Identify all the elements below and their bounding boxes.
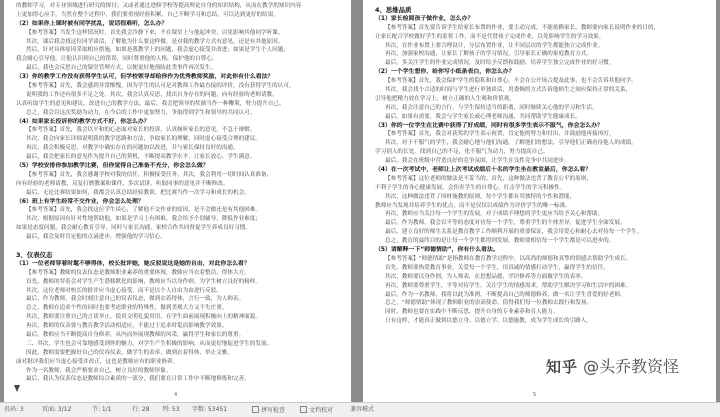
text-line: 最后，我会及时肯定他的点滴进步，增强他的学习信心。 [26, 234, 166, 241]
question-heading: （1）家长检阅孩子做作业，怎么办？ [375, 15, 474, 22]
text-line: 三、其次，学生也会可靠地感受到你的魅力，对学生产生积极的影响，从而更好地促进学生的发展。 [26, 340, 273, 347]
text-line: 让家长配合学校做好学生的监督工作，而不是代替孩子完成作业，以免影响学生的学习效果。 [375, 33, 605, 40]
text-line: 不利于学生的身心健康发展，会伤害学生的自尊心，打击学生的学习积极性。 [375, 184, 566, 191]
watermark [546, 354, 679, 377]
text-line: 总之，教师在追求个性的同时也要考虑职业的特殊性，做到美观大方又不失庄重。 [26, 305, 228, 312]
spell-check-toggle[interactable] [252, 406, 285, 415]
cursor-marker-icon [14, 385, 20, 392]
status-pages[interactable]: 页面: 3/12 [42, 406, 72, 413]
text-line: 【参考答案】首先，我会对获奖的学生表示祝贺，肯定他的努力和付出，并鼓励他再接再厉。 [385, 131, 615, 138]
zhihu-logo: 知乎 [546, 358, 579, 376]
status-word-count[interactable]: 字数: 53451 [192, 406, 228, 413]
text-line: 首先，教师的穿着会对学生产生潜移默化的影响，教师应当以身作则，为学生树立良好的榜样。 [26, 278, 261, 285]
text-line: 同时，教师也要在实践中不断反思，提升自身的专业素养和育人能力。 [385, 309, 559, 316]
text-line: 认真听取学生的意见和建议，改进自己的教学方法。最后，我会把领导的奖励当作一种鞭策，努力提升自己。 [16, 100, 285, 107]
text-line: 最后，我会在班级中营造良好的竞争氛围，让学生在良性竞争中共同进步。 [385, 158, 570, 165]
page-number: 4 [174, 392, 178, 398]
text-line: 最后，我也会反思自己的课堂管理方式，以便更好地预防此类事件再次发生。 [26, 65, 217, 72]
text-line: 总之，教育的最终目的是让每一个学生都得到发展，教师要相信每一个学生都是可以进步的。 [385, 238, 615, 245]
text-line: 再次，教师的仪表要与教育教学活动相适应，不能过于追求时髦而影响教学效果。 [26, 323, 228, 330]
proofread-label: 文档校对 [309, 407, 334, 414]
text-line: 学习别人的长处，找到自己的不足，化不服气为动力，努力提高自己。 [375, 149, 549, 156]
text-line: 再次，教师要尊重学生，平等对待学生，关注学生的情感需求，帮助学生解决学习和生活中的困难。 [385, 282, 632, 289]
question-heading: （2）一个学生想你，给你写小纸条表白，你怎么办？ [375, 69, 515, 76]
text-line: 再次，我会积极反思，对教学中确实存在的问题加以改进，并与家长保持良好的沟通。 [26, 145, 239, 152]
text-line [16, 393, 341, 402]
text-line [375, 326, 706, 335]
text-line: 最后，如果有需要，我会与学生家长或心理老师沟通，共同帮助学生健康成长。 [385, 113, 581, 120]
text-line: 因此，教师需要把握好自己的仪容仪表，做学生的表率，做到衣着得体、举止文雅。 [26, 349, 233, 356]
question-heading: （1）一位老师穿着时髦不够得体，校长批评她，她反驳说这是她的自由，对此你怎么看？ [16, 260, 250, 267]
text-line [375, 335, 706, 344]
text-line: 再次，加强家校沟通，让家长了解孩子的学习情况，引导家长正确的家庭教育方式。 [385, 51, 592, 58]
text-line: 再次，我会注意自己的言行，与学生保持适当的距离，同时继续关心他的学习和生活。 [385, 104, 598, 111]
text-line: 教师应当发现并培养学生的优点，而不是仅仅以成绩作为评价学生的唯一标准。 [375, 202, 571, 209]
text-line: 其次，我会找个合适的时间与学生进行单独谈话，用委婉的方式告诉他师生之间应保持正常的关系， [385, 87, 632, 94]
text-line [375, 344, 706, 353]
text-line: 的教师学习，对专业领域进行研究的探讨；又或者通过进修学校等提高理论自身的知识结构，从而在教学的知识内容 [16, 3, 302, 9]
text-line: 【参考答案】当发生这样情况时，首先我会冷静下来，不在课堂上与他起冲突，以免影响其他同学听课。 [26, 29, 284, 36]
text-line: 说明我的工作还有很多不足之处。其次，我会认真反思，找出自身存在的问题，向有经验的老师请教， [26, 91, 278, 98]
question-heading: （3）你的教学工作没有获得学生认可，但学校领导却给你作为优秀教师奖励，对此你有什么看法？ [16, 74, 274, 81]
question-heading: （6）班上有学生经常不交作业，你会怎么处理？ [16, 198, 144, 205]
proofread-button[interactable] [300, 406, 333, 415]
page-number: 5 [533, 392, 537, 398]
page-text [375, 6, 706, 397]
compat-mode-label: 兼容模式 [350, 406, 375, 413]
text-line: 作为一名教师，我会严格要求自己，树立良好的教师形象。 [26, 367, 172, 374]
text-line [375, 379, 706, 388]
text-line: 其次，教师要以身作则，为人师表，在思想品德、学识修养等方面做学生的表率。 [385, 273, 587, 280]
text-line: 其次，课后我会找这位同学谈话，了解他为什么要这样做，是对我的教学方式有意见，还是有其他原因。 [26, 38, 284, 45]
text-line: 如果是态度问题，我会耐心教育引导，同时与家长沟通，家校合作共同督促学生养成良好习惯。 [16, 225, 251, 232]
spell-check-label: 拼写检查 [261, 407, 286, 414]
text-line [16, 384, 341, 393]
watermark-author: @头乔教资怪 [583, 357, 680, 376]
text-line: 最后，我会把家长的意见作为提升自己的契机，不断提高教学水平，让家长放心、学生满意。 [26, 154, 256, 161]
text-line: 其次，我会向家长详细说明我的教学思路和方法，争取家长的理解，同时虚心接受合理的建议。 [26, 136, 261, 143]
checkbox-icon [252, 406, 259, 413]
document-page-left[interactable] [4, 0, 351, 402]
text-line: 再次，教师应当关注每一个学生的发展，对于成绩不理想的学生更应当给予关心和帮助。 [385, 211, 604, 218]
text-line: 【参考答案】首先，我会找这位学生谈心，了解他不交作业的原因，是不会做还是有其他困难。 [26, 207, 261, 214]
proofread-icon [300, 406, 307, 413]
text-line: 最后，建立良好的师生关系是教育教学工作顺利开展的重要保证，我会用爱心和耐心去对待每一个学生。 [385, 229, 643, 236]
text-line: 【参考答案】这位老师的做法是不妥当的。首先，这种做法违背了教育公平的原则， [385, 175, 592, 182]
text-line: 最后，教师应当不断提高自身修养，从内而外展现教师的风采，赢得学生和家长的尊重。 [26, 331, 245, 338]
question-heading: （4）在一次考试中，老师让上次考试成绩后十名的学生坐在教室最后，你怎么看？ [375, 167, 592, 174]
text-line: 上更加得心应手。当然在整个过程中，我们要重视经验积累，自己不断学习和总结，可以达到更好的结果。 [16, 11, 279, 18]
text-line: 总之，“师德情助”体现了教师职业的崇高使命，值得我们每一位教师去践行和发扬。 [385, 300, 593, 307]
text-line [16, 242, 341, 251]
section-heading: 3、仪表仪态 [16, 250, 53, 259]
text-line: 最后，无论比赛结果如何，我都会认真总结经验教训，把比赛当作一次学习和成长的机会。 [26, 189, 250, 196]
status-row[interactable]: 行: 28 [132, 406, 150, 413]
question-heading: （5）学校安排你参加教学比赛，但你觉得自己准备不充分，你会怎么做？ [16, 163, 209, 170]
document-page-right[interactable] [363, 0, 716, 402]
status-page[interactable]: 页码: 3 [4, 406, 24, 413]
text-line: 其次，这位老师对校长的批评应当虚心接受，而不是以个人自由为由进行反驳。 [26, 287, 222, 294]
text-line: 引导他把精力放在学习上，树立正确的人生观和价值观。 [375, 95, 515, 102]
text-line: 【参考答案】“师德情助”是指教师在教育教学过程中，以高尚的师德和真挚的情感去帮助学生成长。 [385, 255, 632, 262]
text-line: 最后，作为教师，我会时刻注意自己的仪表仪态，做到衣着得体，言行一致，为人师表。 [26, 296, 245, 303]
section-heading: 4、思维品质 [375, 6, 412, 14]
question-heading: （4）如果家长投诉你的教学方式不好，你怎么办？ [16, 118, 150, 125]
text-line: 向有经验的老师请教，反复打磨教案和课件，多次试讲，听取同事的意见并不断修改。 [16, 180, 229, 187]
text-line: 其次，根据原因有针对性地帮助他，如果是学习上有困难，我会给予个别辅导，降低作业难度； [26, 216, 261, 223]
text-line: 【参考答案】首先，我会感到非常惭愧，因为学生的认可是对教师工作最直接的评价，没有获得学生的认可， [26, 83, 295, 90]
question-heading: （5）请解释一下“师德情助”，你有什么看法。 [375, 247, 499, 254]
text-line: 【参考答案】首先，我会以平和的心态面对家长的投诉，认真倾听家长的意见，不急于辩解。 [26, 127, 256, 134]
text-line: 首先，教师要热爱教育事业，关爱每一个学生，用真诚的情感打动学生，赢得学生的信任。 [385, 264, 609, 271]
text-line: 其次，对于不服气的学生，我会耐心地与他们沟通，了解他们的想法，引导他们正确看待他人的成绩， [385, 140, 637, 147]
status-col[interactable]: 列: 53 [162, 406, 180, 413]
text-line: 【参考答案】教师的仪表仪态是教师职业素养的重要体现，教师应当衣着整洁、得体大方。 [26, 269, 250, 276]
text-line: 【参考答案】首先，我会保护学生的隐私和自尊心，不会在公开场合提及此事，也不会告诉其他同学。 [385, 78, 637, 85]
text-line: 最后，作为教师，我会以平等的态度对待每一个学生，尊重学生的个体差异，促进学生全面发展。 [385, 220, 626, 227]
text-line: 然后，针对具体原因采取相应措施，如果是我教学上的问题，我会虚心接受并改进；如果是学生个人问题， [26, 47, 289, 54]
text-line: 只有这样，才能真正做到以德立身、以德立学、以德施教，成为学生成长的引路人。 [385, 318, 592, 325]
status-section[interactable]: 节: 1/1 [92, 406, 112, 413]
question-heading: （3）你的一位学生在比赛中获得了好成绩，同时有很多学生表示不服气，你会怎么办？ [375, 122, 603, 129]
text-line: 我会耐心引导他，让他认识到自己的错误，同时尊重他的人格，保护他的自尊心。 [16, 56, 218, 63]
text-line: 其次，教师要注重自己的言谈举止，使用文明礼貌用语，在学生面前展现积极向上的精神面貌。 [26, 314, 261, 321]
text-line: 最后，作为一名教师，我将以此为准则，不断提高自己的师德修养，做一名让学生喜爱的好老师。 [385, 291, 626, 298]
text-line: 总之，我会以这次奖励为动力，在今后的工作中更加努力，争取得到学生和领导的共同认可。 [26, 109, 256, 116]
page-text [16, 2, 341, 402]
text-line: 【参考答案】首先，我会感谢学校对我的信任，积极接受任务。其次，我会利用一切时间认真准备， [26, 171, 273, 178]
status-bar [0, 402, 720, 417]
text-line: 面对批评我们应当虚心接受并改正，这也是教师应有的职业修养。 [16, 358, 179, 365]
text-line: 【参考答案】首先要告诉学生给家长布置的作业，要主动完成，不能依赖家长。教师要向家长说明作业的目的， [385, 24, 660, 31]
text-line: 最后，我认为仪表仪态是教师综合素质的一部分，我们要在日常工作中不断地修炼和完善。 [26, 376, 250, 383]
question-heading: （2）如果你上课时被有同学扰乱，说话很难听，怎么办？ [16, 20, 168, 27]
text-line: 最后，多关注学生的作业完成情况，及时给予反馈和鼓励，培养学生独立完成作业的好习惯。 [385, 60, 615, 67]
text-line [375, 388, 706, 397]
text-line: 其次，在作业布置上要合理设计，分层布置作业，让不同层次的学生都能独立完成作业。 [385, 42, 604, 49]
text-line: 其次，这种做法违背了因材施教的原则，每个学生都有其独特的个性和潜能， [385, 193, 576, 200]
